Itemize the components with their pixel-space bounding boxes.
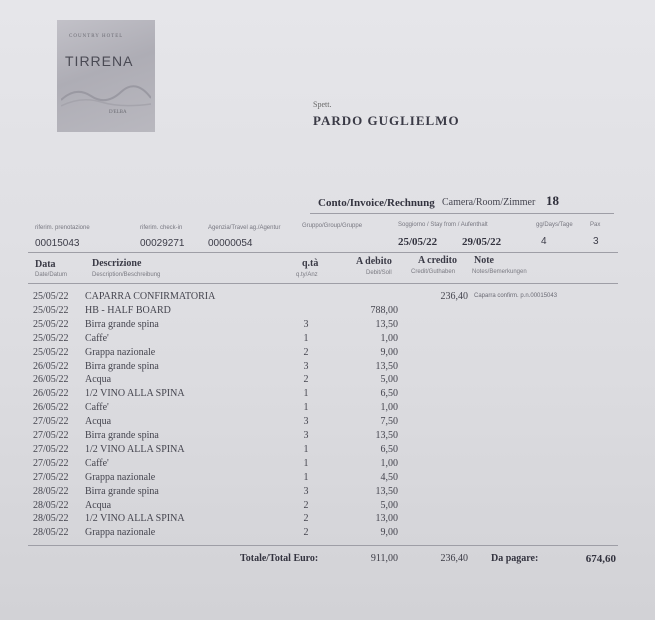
row-note: Caparra confirm. p.n.00015043 xyxy=(474,293,558,299)
pax-label: Pax xyxy=(590,222,601,228)
stay-label: Soggiorno / Stay from / Aufenthalt xyxy=(398,222,488,228)
row-quantity: 3 xyxy=(303,485,309,497)
total-credit: 236,40 xyxy=(440,553,468,564)
col-notes: Note xyxy=(474,255,494,266)
table-row xyxy=(0,291,655,305)
col-notes-sub: Notes/Bemerkungen xyxy=(472,269,527,275)
row-date: 28/05/22 xyxy=(33,513,69,525)
table-row xyxy=(0,472,655,486)
table-row xyxy=(0,319,655,333)
stay-to: 29/05/22 xyxy=(462,236,502,248)
col-desc: Descrizione xyxy=(92,258,142,269)
row-credit: 236,40 xyxy=(440,291,468,302)
col-date: Data xyxy=(35,259,56,270)
table-row xyxy=(0,361,655,375)
row-description: Caffe' xyxy=(85,332,109,344)
row-date: 27/05/22 xyxy=(33,430,69,441)
col-qty-sub: q.ty/Anz xyxy=(296,272,318,278)
logo-hotel-name: TIRRENA xyxy=(65,53,134,69)
row-date: 26/05/22 xyxy=(33,388,69,400)
row-debit: 4,50 xyxy=(380,471,398,483)
row-quantity: 1 xyxy=(303,471,309,483)
table-row xyxy=(0,430,655,444)
row-description: Birra grande spina xyxy=(85,485,159,497)
pax-count: 3 xyxy=(593,236,599,247)
row-debit: 1,00 xyxy=(380,332,398,344)
row-debit: 1,00 xyxy=(380,402,398,414)
row-description: Acqua xyxy=(85,499,112,511)
row-description: Birra grande spina xyxy=(85,430,159,441)
columns-divider xyxy=(28,283,618,284)
row-date: 27/05/22 xyxy=(33,457,69,469)
logo-top-text: COUNTRY HOTEL xyxy=(69,34,124,39)
row-debit: 788,00 xyxy=(370,304,398,316)
row-description: 1/2 VINO ALLA SPINA xyxy=(85,443,185,455)
row-description: Acqua xyxy=(85,416,112,428)
table-row xyxy=(0,444,655,458)
table-row xyxy=(0,374,655,388)
col-date-sub: Date/Datum xyxy=(35,272,68,278)
booking-ref: 00015043 xyxy=(35,238,80,249)
days-count: 4 xyxy=(541,236,547,247)
row-debit: 13,50 xyxy=(375,360,398,372)
table-row xyxy=(0,527,655,541)
table-row xyxy=(0,458,655,472)
room-number: 18 xyxy=(546,193,559,208)
row-debit: 9,00 xyxy=(380,346,398,358)
row-quantity: 2 xyxy=(303,513,309,525)
row-date: 25/05/22 xyxy=(33,304,69,316)
row-quantity: 2 xyxy=(303,499,309,511)
row-description: Acqua xyxy=(85,374,112,386)
checkin-ref: 00029271 xyxy=(140,238,185,249)
col-qty: q.tà xyxy=(302,258,319,269)
hotel-logo xyxy=(57,20,155,132)
row-quantity: 1 xyxy=(303,402,309,414)
row-date: 25/05/22 xyxy=(33,318,69,330)
row-debit: 6,50 xyxy=(380,388,398,400)
row-date: 26/05/22 xyxy=(33,374,69,386)
row-quantity: 3 xyxy=(303,360,309,372)
amount-due-label: Da pagare: xyxy=(491,553,539,564)
row-description: Grappa nazionale xyxy=(85,527,156,539)
row-debit: 13,00 xyxy=(375,513,398,525)
totals-divider xyxy=(28,545,618,546)
header-divider xyxy=(28,252,618,253)
row-description: Birra grande spina xyxy=(85,360,159,372)
row-description: Caffe' xyxy=(85,457,109,469)
row-date: 25/05/22 xyxy=(33,346,69,358)
row-description: 1/2 VINO ALLA SPINA xyxy=(85,388,185,400)
row-description: Birra grande spina xyxy=(85,318,159,330)
guest-salutation: Spett. xyxy=(313,100,332,109)
row-description: 1/2 VINO ALLA SPINA xyxy=(85,513,185,525)
row-quantity: 1 xyxy=(303,388,309,400)
row-date: 28/05/22 xyxy=(33,527,69,539)
row-debit: 7,50 xyxy=(380,416,398,428)
col-desc-sub: Description/Beschreibung xyxy=(92,272,161,278)
row-date: 27/05/22 xyxy=(33,416,69,428)
row-date: 28/05/22 xyxy=(33,485,69,497)
row-description: Grappa nazionale xyxy=(85,346,156,358)
total-label: Totale/Total Euro: xyxy=(240,553,319,564)
table-row xyxy=(0,416,655,430)
row-quantity: 1 xyxy=(303,443,309,455)
row-description: Grappa nazionale xyxy=(85,471,156,483)
table-row xyxy=(0,388,655,402)
row-debit: 13,50 xyxy=(375,485,398,497)
table-row xyxy=(0,347,655,361)
col-debit-sub: Debit/Soll xyxy=(366,270,392,276)
guest-name: PARDO GUGLIELMO xyxy=(313,113,460,128)
days-label: gg/Days/Tage xyxy=(536,222,573,228)
amount-due: 674,60 xyxy=(585,553,616,565)
agency-ref: 00000054 xyxy=(208,238,253,249)
group-label: Gruppo/Group/Gruppe xyxy=(302,223,363,229)
row-quantity: 3 xyxy=(303,430,309,441)
row-debit: 1,00 xyxy=(380,457,398,469)
row-date: 27/05/22 xyxy=(33,443,69,455)
landscape-icon xyxy=(61,78,151,108)
row-debit: 5,00 xyxy=(380,374,398,386)
table-row xyxy=(0,513,655,527)
row-debit: 13,50 xyxy=(375,430,398,441)
agency-label: Agenzia/Travel ag./Agentur xyxy=(208,225,281,231)
row-date: 25/05/22 xyxy=(33,332,69,344)
booking-ref-label: riferim. prenotazione xyxy=(35,225,90,231)
table-row xyxy=(0,402,655,416)
row-debit: 9,00 xyxy=(380,527,398,539)
table-row xyxy=(0,486,655,500)
row-date: 26/05/22 xyxy=(33,402,69,414)
document-title: Conto/Invoice/Rechnung xyxy=(318,197,435,209)
row-quantity: 1 xyxy=(303,332,309,344)
row-date: 26/05/22 xyxy=(33,360,69,372)
row-debit: 6,50 xyxy=(380,443,398,455)
stay-from: 25/05/22 xyxy=(398,236,438,248)
col-credit: A credito xyxy=(418,255,457,266)
total-debit: 911,00 xyxy=(370,553,398,564)
row-quantity: 3 xyxy=(303,416,309,428)
row-date: 25/05/22 xyxy=(33,291,69,302)
table-row xyxy=(0,500,655,514)
row-debit: 5,00 xyxy=(380,499,398,511)
row-description: HB - HALF BOARD xyxy=(85,304,171,316)
row-date: 27/05/22 xyxy=(33,471,69,483)
row-description: Caffe' xyxy=(85,402,109,414)
table-row xyxy=(0,333,655,347)
row-debit: 13,50 xyxy=(375,318,398,330)
row-quantity: 3 xyxy=(303,318,309,330)
col-credit-sub: Credit/Guthaben xyxy=(411,269,456,275)
col-debit: A debito xyxy=(356,256,392,267)
row-quantity: 2 xyxy=(303,346,309,358)
row-quantity: 2 xyxy=(303,527,309,539)
title-divider xyxy=(310,213,614,214)
row-description: CAPARRA CONFIRMATORIA xyxy=(85,291,216,302)
row-quantity: 1 xyxy=(303,457,309,469)
row-date: 28/05/22 xyxy=(33,499,69,511)
room-label: Camera/Room/Zimmer xyxy=(442,197,536,208)
logo-bottom-text: D'ELBA xyxy=(109,110,127,115)
table-row xyxy=(0,305,655,319)
checkin-ref-label: riferim. check-in xyxy=(140,225,183,231)
row-quantity: 2 xyxy=(303,374,309,386)
